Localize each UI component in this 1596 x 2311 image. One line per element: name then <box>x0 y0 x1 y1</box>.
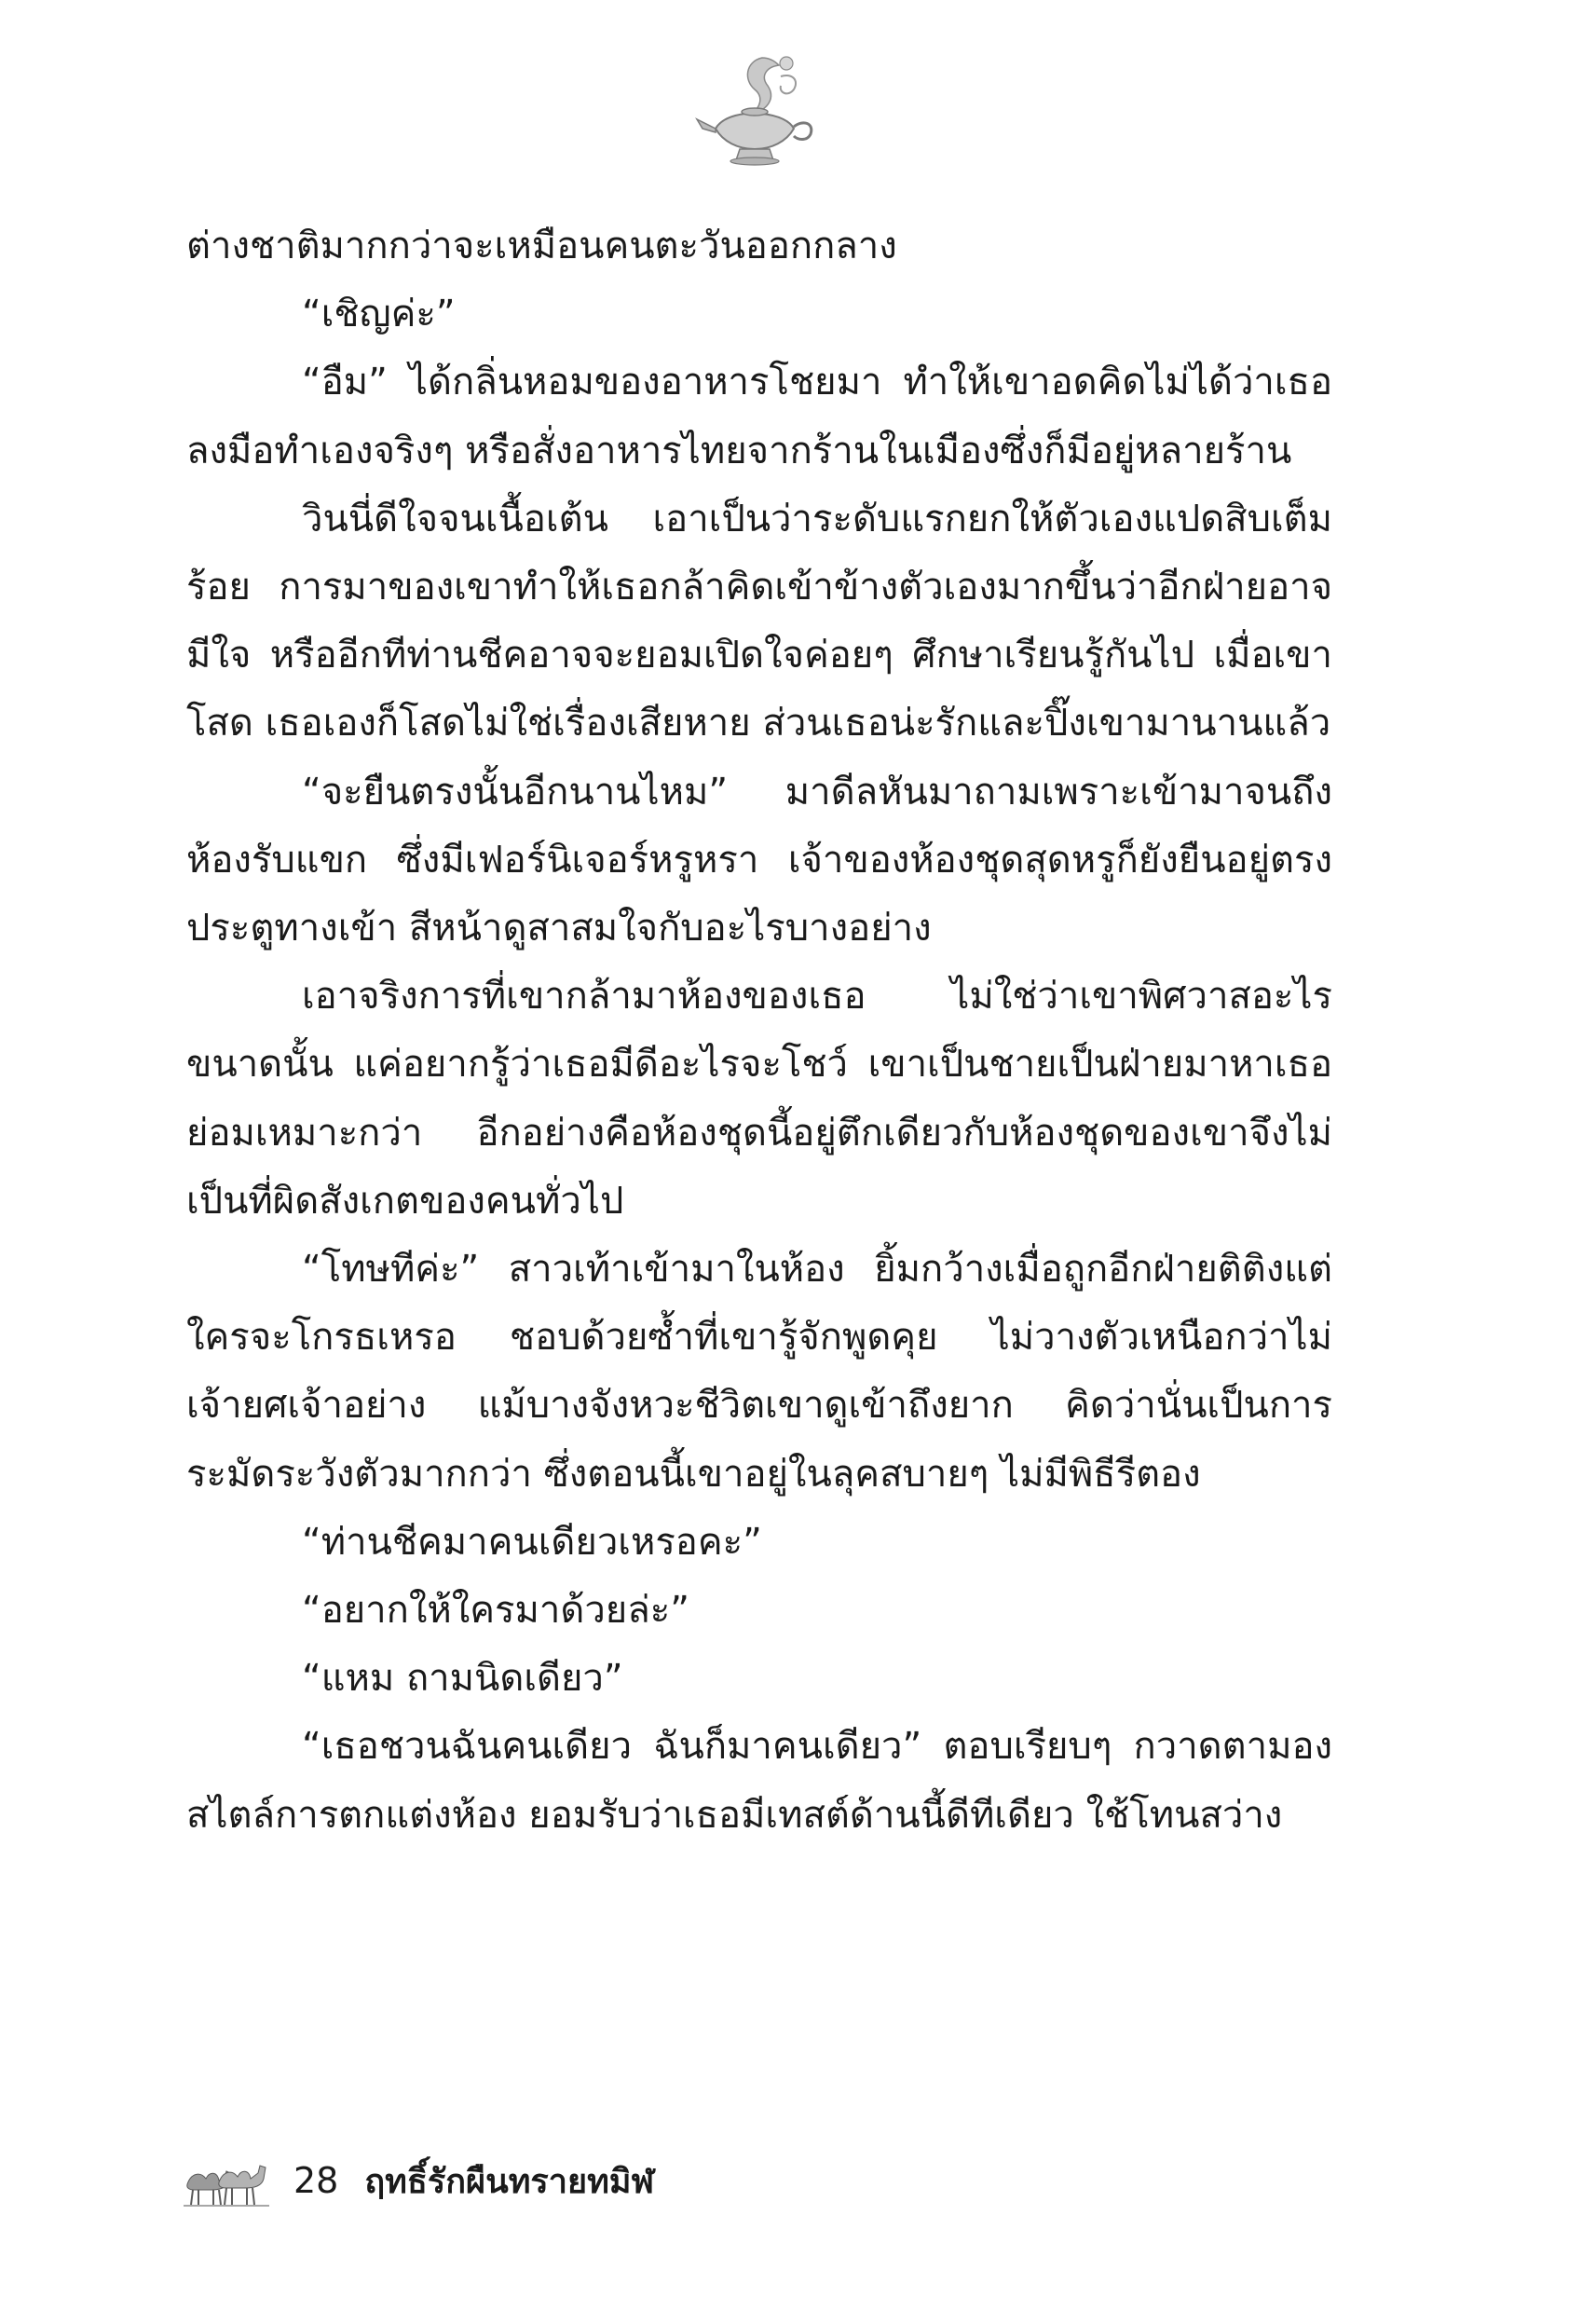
camel-caravan-icon <box>182 2153 271 2208</box>
paragraph: ต่างชาติมากกว่าจะเหมือนคนตะวันออกกลาง <box>186 225 897 267</box>
book-title: ฤทธิ์รักผืนทรายทมิฬ <box>364 2162 655 2201</box>
paragraph: “อยากให้ใครมาด้วยล่ะ” <box>302 1589 689 1633</box>
paragraph: “จะยืนตรงนั้นอีกนานไหม” มาดีลหันมาถามเพราะเข้ามาจนถึงห้องรับแขก ซึ่งมีเฟอร์นิเจอร์หรูหรา เจ้าของห้องชุดสุดหรูก็ยังยืนอยู่ตรงประตูทางเข้า สีหน้าดูสาสมใจกับอะไรบางอย่าง <box>186 770 1332 950</box>
paragraph: เอาจริงการที่เขากล้ามาห้องของเธอ ไม่ใช่ว่าเขาพิศวาสอะไรขนาดนั้น แค่อยากรู้ว่าเธอมีดีอะไรจะโชว์ เขาเป็นชายเป็นฝ่ายมาหาเธอย่อมเหมาะกว่า อีกอย่างคือห้องชุดนี้อยู่ตึกเดียวกับห้องชุดของเขาจึงไม่เป็นที่ผิดสังเกตของคนทั่วไป <box>186 975 1332 1223</box>
paragraph: วินนี่ดีใจจนเนื้อเต้น เอาเป็นว่าระดับแรกยกให้ตัวเองแปดสิบเต็มร้อย การมาของเขาทำให้เธอกล้าคิดเข้าข้างตัวเองมากขึ้นว่าอีกฝ่ายอาจมีใจ หรืออีกทีท่านชีคอาจจะยอมเปิดใจค่อยๆ ศึกษาเรียนรู้กันไป เมื่อเขาโสด เธอเองก็โสดไม่ใช่เรื่องเสียหาย ส่วนเธอน่ะรักและปิ๊งเขามานานแล้ว <box>186 497 1332 745</box>
page-number: 28 <box>293 2160 339 2201</box>
paragraph: “แหม ถามนิดเดียว” <box>302 1657 623 1701</box>
paragraph: “โทษทีค่ะ” สาวเท้าเข้ามาในห้อง ยิ้มกว้างเมื่อถูกอีกฝ่ายติติงแต่ใครจะโกรธเหรอ ชอบด้วยซ้ำที่เขารู้จักพูดคุย ไม่วางตัวเหนือกว่าไม่เจ้ายศเจ้าอย่าง แม้บางจังหวะชีวิตเขาดูเข้าถึงยาก คิดว่านั่นเป็นการระมัดระวังตัวมากกว่า ซึ่งตอนนี้เขาอยู่ในลุคสบายๆ ไม่มีพิธีรีตอง <box>186 1248 1332 1496</box>
paragraph: “ท่านชีคมาคนเดียวเหรอคะ” <box>302 1520 762 1564</box>
paragraph: “อืม” ได้กลิ่นหอมของอาหารโชยมา ทำให้เขาอดคิดไม่ได้ว่าเธอลงมือทำเองจริงๆ หรือสั่งอาหารไทยจากร้านในเมืองซึ่งก็มีอยู่หลายร้าน <box>186 361 1332 472</box>
paragraph: “เชิญค่ะ” <box>302 293 456 336</box>
body-text <box>186 212 1332 1850</box>
page-footer <box>182 2143 654 2218</box>
paragraph: “เธอชวนฉันคนเดียว ฉันก็มาคนเดียว” ตอบเรียบๆ กวาดตามองสไตล์การตกแต่งห้อง ยอมรับว่าเธอมีเทสต์ด้านนี้ดีทีเดียว ใช้โทนสว่าง <box>186 1725 1332 1837</box>
genie-lamp-icon <box>689 48 829 170</box>
